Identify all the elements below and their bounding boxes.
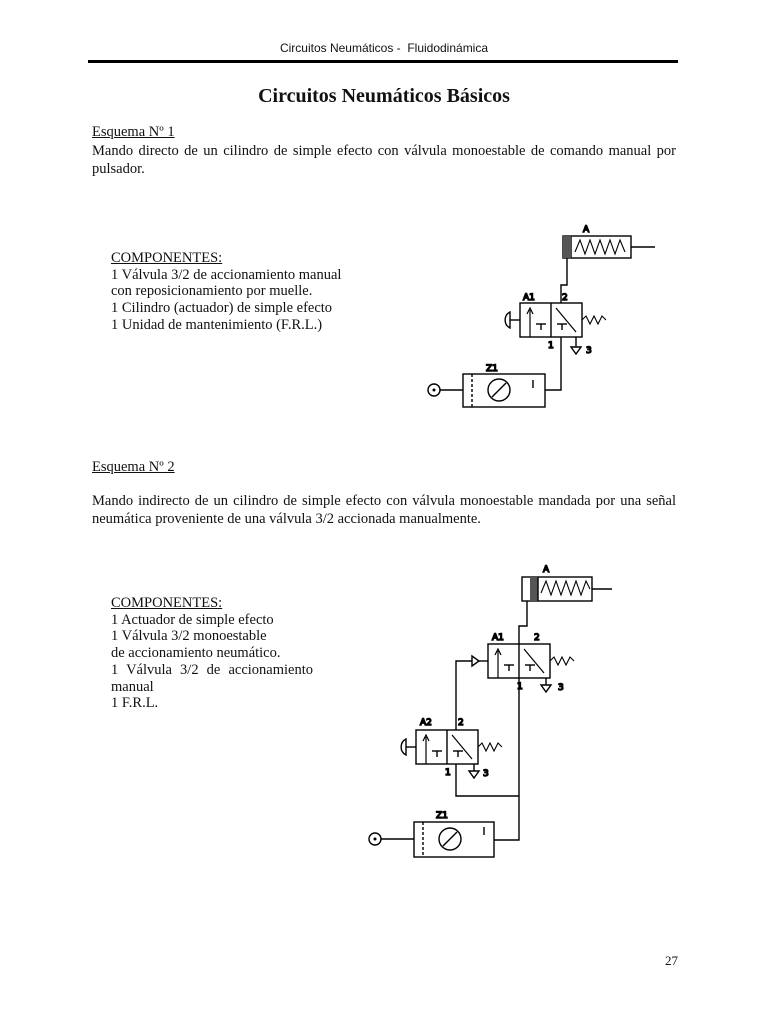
push-button-icon [401, 739, 406, 755]
exhaust-icon [571, 347, 581, 354]
pilot-signal-icon [472, 656, 479, 666]
manual-valve-arrow-diag [452, 735, 472, 759]
return-spring-icon [582, 316, 606, 324]
frl-unit [414, 822, 494, 857]
running-header: Circuitos Neumáticos - Fluidodinámica [279, 41, 489, 55]
components-heading: COMPONENTES: [111, 250, 223, 266]
main-return-spring-icon [550, 657, 574, 665]
components-heading: COMPONENTES: [111, 595, 223, 611]
port-3-label: 3 [586, 346, 592, 356]
component-item: con reposicionamiento por muelle. [111, 283, 313, 300]
main-valve-arrow-diag [524, 649, 544, 673]
line-frl-out [494, 796, 519, 840]
gauge-needle [443, 832, 457, 846]
scheme-1-label: Esquema Nº 1 [92, 124, 175, 140]
component-item: 1 Válvula 3/2 monoestable [111, 628, 267, 645]
cylinder-piston-hatch [563, 236, 571, 258]
component-item: 1 Válvula 3/2 de accionamiento [111, 661, 313, 678]
cylinder-piston-hatch [530, 577, 538, 601]
main-port-3-label: 3 [558, 683, 564, 693]
frl-label: Z1 [436, 811, 448, 821]
cylinder-label: A [543, 565, 550, 575]
scheme-2-components [111, 595, 313, 712]
component-item: 1 Cilindro (actuador) de simple efecto [111, 300, 333, 317]
page-number: 27 [665, 953, 678, 968]
cylinder-spring [541, 581, 590, 595]
cylinder-label: A [583, 225, 590, 235]
frl-unit [463, 374, 545, 407]
scheme-1-description: Mando directo de un cilindro de simple efecto con válvula monoestable de comando manual por pulsador. [92, 143, 676, 177]
component-item: 1 F.R.L. [111, 695, 159, 712]
scheme-2-description: Mando indirecto de un cilindro de simple efecto con válvula monoestable mandada por una señal neumática proveniente de una válvula 3/2 accionada manualmente. [92, 493, 676, 527]
main-port-1-label: 1 [517, 682, 523, 692]
scheme-2-pneumatic-diagram [360, 555, 680, 860]
component-item: 1 Unidad de mantenimiento (F.R.L.) [111, 316, 323, 333]
line-cylinder-valve [519, 601, 527, 644]
push-button-icon [505, 312, 510, 328]
manual-port-3-label: 3 [483, 769, 489, 779]
manual-exhaust-icon [469, 771, 479, 778]
manual-port-2-label: 2 [458, 718, 464, 728]
manual-port-1-label: 1 [445, 768, 451, 778]
manual-valve-label: A2 [420, 718, 432, 728]
page-title: Circuitos Neumáticos Básicos [258, 85, 510, 107]
scheme-2-label: Esquema Nº 2 [92, 459, 175, 475]
pressure-source-dot [374, 838, 377, 841]
frl-label: Z1 [486, 364, 498, 374]
cylinder-spring [575, 240, 625, 254]
port-2-label: 2 [562, 293, 568, 303]
component-item: manual [111, 678, 154, 695]
manual-return-spring-icon [478, 743, 502, 751]
header-rule [88, 60, 678, 63]
component-item: 1 Válvula 3/2 de accionamiento manual [111, 266, 342, 283]
gauge-needle [492, 383, 506, 397]
port-1-label: 1 [548, 341, 554, 351]
main-valve-label: A1 [492, 633, 504, 643]
main-port-2-label: 2 [534, 633, 540, 643]
pressure-source-dot [433, 389, 436, 392]
valve-label: A1 [523, 293, 535, 303]
component-item: de accionamiento neumático. [111, 645, 281, 662]
scheme-1-components [111, 250, 341, 334]
component-item: 1 Actuador de simple efecto [111, 611, 274, 628]
main-exhaust-icon [541, 685, 551, 692]
valve-arrow-diag [556, 308, 576, 332]
scheme-1-pneumatic-diagram [420, 218, 680, 418]
